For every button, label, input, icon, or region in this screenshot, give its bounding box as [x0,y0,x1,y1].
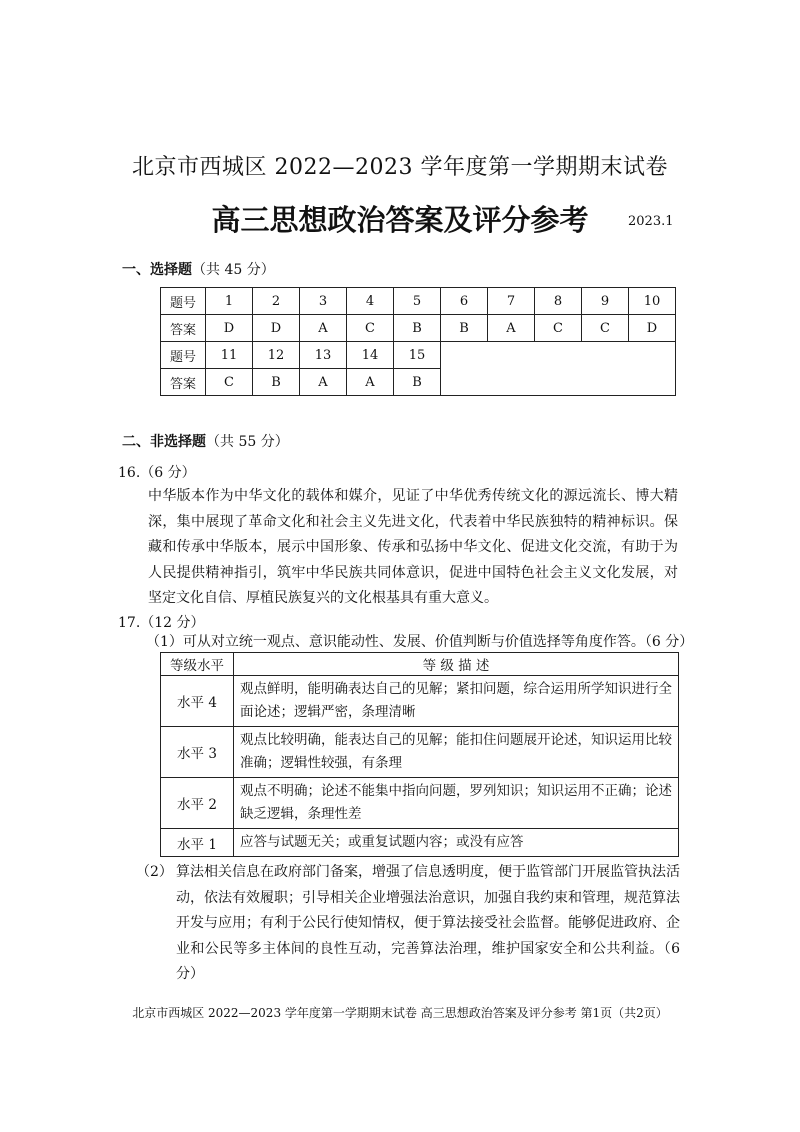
table-row [161,315,676,342]
section-1-heading [122,259,275,279]
answer-cell: B [394,315,441,342]
question-16-label: 16.（6 分） [118,465,196,481]
answer-cell: A [347,369,394,396]
question-number: 4 [347,288,394,315]
table-row [161,342,676,369]
section-2-score: （共 55 分） [206,434,289,450]
page-footer: 北京市西城区 2022—2023 学年度第一学期期末试卷 高三思想政治答案及评分参考 第1页（共2页） [132,1006,668,1020]
question-number: 15 [394,342,441,369]
exam-title: 北京市西城区 2022—2023 学年度第一学期期末试卷 [132,155,668,180]
answer-cell: A [300,315,347,342]
grading-level-table [160,652,679,857]
answer-cell: B [394,369,441,396]
answer-key-title: 高三思想政治答案及评分参考 [211,203,589,237]
question-17-part1: （1）可从对立统一观点、意识能动性、发展、价值判断与价值选择等角度作答。（6 分） [146,634,694,650]
empty-cell [441,342,676,396]
level-header: 等级水平 [161,653,234,676]
question-number: 3 [300,288,347,315]
section-2-title: 二、非选择题 [122,434,206,450]
answer-cell: A [488,315,535,342]
question-number: 12 [253,342,300,369]
answer-cell: B [253,369,300,396]
table-row [161,727,679,778]
level-description: 观点比较明确，能表达自己的见解；能扣住问题展开论述，知识运用比较准确；逻辑性较强，有条理 [234,727,679,778]
question-16-answer: 中华版本作为中华文化的载体和媒介，见证了中华优秀传统文化的源远流长、博大精深，集中展现了革命文化和社会主义先进文化，代表着中华民族独特的精神标识。保藏和传承中华版本，展示中国形象、传承和弘扬中华文化、促进文化交流，有助于为人民提供精神指引，筑牢中华民族共同体意识，促进中国特色社会主义文化发展，对坚定文化自信、厚植民族复兴的文化根基具有重大意义。 [148,488,678,606]
level-cell: 水平 1 [161,829,234,857]
table-row [161,829,679,857]
level-cell: 水平 4 [161,676,234,727]
question-number: 6 [441,288,488,315]
level-description: 观点不明确；论述不能集中指向问题，罗列知识；知识运用不正确；论述缺乏逻辑，条理性差 [234,778,679,829]
question-number: 5 [394,288,441,315]
answer-cell: D [253,315,300,342]
question-number: 7 [488,288,535,315]
question-number: 9 [582,288,629,315]
part2-label: （2） [136,864,173,880]
row-label: 答案 [161,369,206,396]
question-17-part2 [136,860,680,988]
table-row [161,288,676,315]
question-number: 14 [347,342,394,369]
answer-cell: C [582,315,629,342]
level-description: 应答与试题无关；或重复试题内容；或没有应答 [234,829,679,857]
level-description: 观点鲜明，能明确表达自己的见解；紧扣问题，综合运用所学知识进行全面论述；逻辑严密，条理清晰 [234,676,679,727]
question-number: 13 [300,342,347,369]
answer-cell: A [300,369,347,396]
row-label: 答案 [161,315,206,342]
question-number: 11 [206,342,253,369]
answer-cell: C [206,369,253,396]
table-row [161,653,679,676]
answer-cell: C [535,315,582,342]
table-row [161,676,679,727]
section-1-score: （共 45 分） [192,262,275,278]
row-label: 题号 [161,342,206,369]
question-number: 2 [253,288,300,315]
question-17-label: 17.（12 分） [118,615,205,631]
exam-date: 2023.1 [628,214,674,229]
section-1-title: 一、选择题 [122,262,192,278]
description-header: 等 级 描 述 [234,653,679,676]
level-cell: 水平 3 [161,727,234,778]
question-number: 1 [206,288,253,315]
question-number: 8 [535,288,582,315]
answer-cell: D [629,315,676,342]
answer-cell: C [347,315,394,342]
table-row [161,778,679,829]
row-label: 题号 [161,288,206,315]
question-number: 10 [629,288,676,315]
section-2-heading [122,431,289,451]
answer-cell: D [206,315,253,342]
level-cell: 水平 2 [161,778,234,829]
part2-answer: 算法相关信息在政府部门备案，增强了信息透明度，便于监管部门开展监管执法活动，依法有效履职；引导相关企业增强法治意识，加强自我约束和管理，规范算法开发与应用；有利于公民行使知情权，便于算法接受社会监督。能够促进政府、企业和公民等多主体间的良性互动，完善算法治理，维护国家安全和公共利益。（6 分） [176,864,680,982]
multiple-choice-answer-table [160,287,676,396]
answer-cell: B [441,315,488,342]
